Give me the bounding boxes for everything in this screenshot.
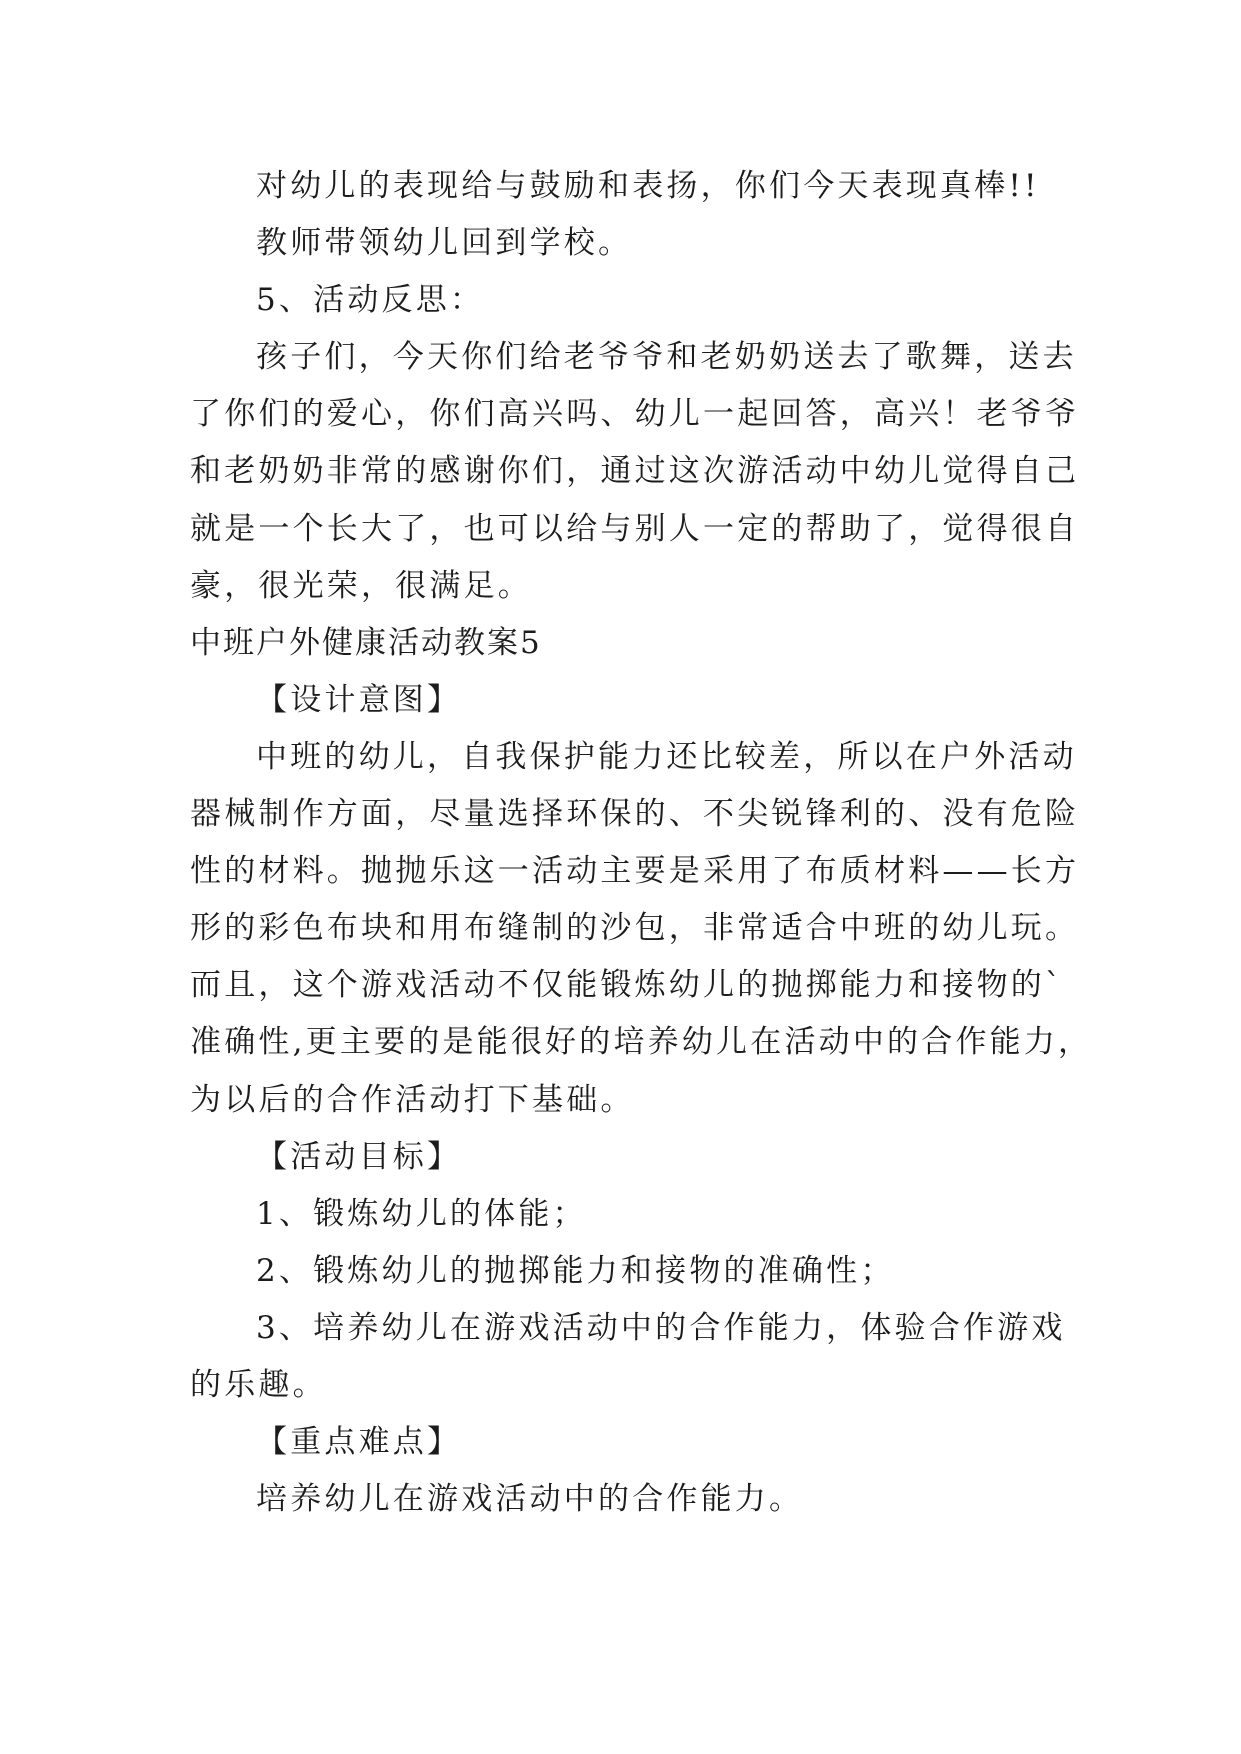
paragraph-line: 性的材料。抛抛乐这一活动主要是采用了布质材料——长方 [190, 853, 1080, 889]
paragraph-line: 准确性,更主要的是能很好的培养幼儿在活动中的合作能力， [190, 1024, 1093, 1060]
paragraph-line: 为以后的合作活动打下基础。 [190, 1082, 635, 1118]
document-title: 中班户外健康活动教案5 [190, 625, 542, 661]
list-item: 1、锻炼幼儿的体能； [256, 1196, 587, 1232]
paragraph-line: 教师带领幼儿回到学校。 [256, 225, 633, 261]
list-item-continuation: 的乐趣。 [190, 1367, 327, 1403]
list-item: 3、培养幼儿在游戏活动中的合作能力，体验合作游戏 [256, 1310, 1066, 1346]
paragraph-line: 对幼儿的表现给与鼓励和表扬，你们今天表现真棒!! [256, 168, 1040, 204]
paragraph-line: 形的彩色布块和用布缝制的沙包，非常适合中班的幼儿玩。 [190, 910, 1080, 946]
section-heading: 【设计意图】 [256, 682, 462, 718]
section-heading: 【活动目标】 [256, 1139, 462, 1175]
list-item: 2、锻炼幼儿的抛掷能力和接物的准确性； [256, 1253, 895, 1289]
paragraph-line: 了你们的爱心，你们高兴吗、幼儿一起回答，高兴！老爷爷 [190, 396, 1080, 432]
paragraph-line: 而且，这个游戏活动不仅能锻炼幼儿的抛掷能力和接物的` [190, 967, 1064, 1003]
paragraph-line: 中班的幼儿，自我保护能力还比较差，所以在户外活动 [256, 739, 1077, 775]
section-heading: 5、活动反思： [256, 282, 485, 318]
paragraph-line: 就是一个长大了，也可以给与别人一定的帮助了，觉得很自 [190, 511, 1080, 547]
paragraph-line: 孩子们，今天你们给老爷爷和老奶奶送去了歌舞，送去 [256, 339, 1077, 375]
paragraph-line: 豪，很光荣，很满足。 [190, 568, 532, 604]
paragraph-line: 和老奶奶非常的感谢你们，通过这次游活动中幼儿觉得自己 [190, 453, 1080, 489]
section-heading: 【重点难点】 [256, 1424, 462, 1460]
paragraph-line: 培养幼儿在游戏活动中的合作能力。 [256, 1481, 804, 1517]
paragraph-line: 器械制作方面，尽量选择环保的、不尖锐锋利的、没有危险 [190, 796, 1080, 832]
